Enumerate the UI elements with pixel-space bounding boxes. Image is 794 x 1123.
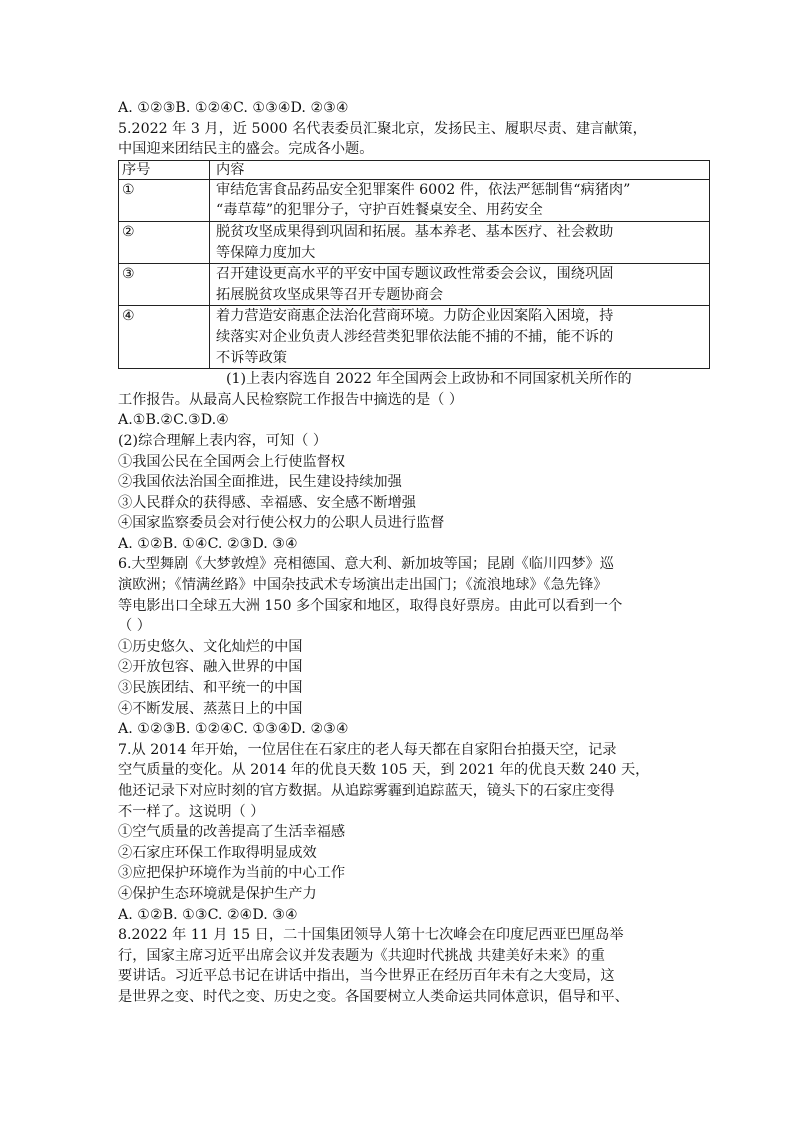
q8-stem-line: 行，国家主席习近平出席会议并发表题为《共迎时代挑战 共建美好未来》的重	[118, 947, 605, 964]
q4-options: A. ①②③B. ①②④C. ①③④D. ②③④	[118, 100, 349, 116]
q7-options: A. ①②B. ①③C. ②④D. ③④	[118, 906, 298, 923]
table-row	[119, 221, 710, 263]
row-content	[210, 306, 710, 369]
exam-page	[118, 98, 710, 1008]
q5-2-item: ④国家监察委员会对行使公权力的公职人员进行监督	[118, 515, 445, 532]
q6-item: ①历史悠久、文化灿烂的中国	[118, 638, 303, 655]
q5-2-stem: (2)综合理解上表内容，可知（ ）	[118, 432, 328, 449]
row-content-line: 召开建设更高水平的平安中国专题议政性常委会会议，围绕巩固	[216, 266, 614, 283]
q6-stem-line: 6.大型舞剧《大梦敦煌》亮相德国、意大利、新加坡等国；昆剧《临川四梦》巡	[118, 556, 614, 573]
q8-stem-line: 要讲话。习近平总书记在讲话中指出，当今世界正在经历百年未有之大变局，这	[118, 968, 615, 985]
q5-stem-line-1: 5.2022 年 3 月，近 5000 名代表委员汇聚北京，发扬民主、履职尽责、建言献策，	[118, 120, 647, 137]
q7-stem-line: 7.从 2014 年开始，一位居住在石家庄的老人每天都在自家阳台拍摄天空，记录	[118, 741, 617, 758]
q7-item: ③应把保护环境作为当前的中心工作	[118, 865, 346, 882]
row-content-line: 脱贫攻坚成果得到巩固和拓展。基本养老、基本医疗、社会救助	[216, 223, 614, 240]
row-content-line: 不诉等政策	[216, 349, 287, 366]
table-row	[119, 179, 710, 221]
q7-stem-line: 他还记录下对应时刻的官方数据。从追踪雾霾到追踪蓝天，镜头下的石家庄变得	[118, 783, 615, 799]
q5-2-item: ①我国公民在全国两会上行使监督权	[118, 453, 346, 470]
row-content	[210, 179, 710, 221]
q8-stem-line: 是世界之变、时代之变、历史之变。各国要树立人类命运共同体意识，倡导和平、	[118, 988, 629, 1005]
q7-stem-line: 不一样了。这说明（ ）	[118, 803, 265, 820]
q5-stem-line-2: 中国迎来团结民主的盛会。完成各小题。	[118, 141, 374, 158]
row-content	[210, 221, 710, 263]
row-content	[210, 264, 710, 306]
q7-item: ①空气质量的改善提高了生活幸福感	[118, 824, 346, 841]
q6-item: ④不断发展、蒸蒸日上的中国	[118, 700, 303, 717]
row-content-line: “毒草莓”的犯罪分子，守护百姓餐桌安全、用药安全	[216, 202, 543, 219]
row-content-line: 着力营造安商惠企法治化营商环境。力防企业因案陷入困境，持	[216, 308, 614, 325]
q5-1-stem-line-2: 工作报告。从最高人民检察院工作报告中摘选的是（ ）	[118, 391, 464, 408]
table-header-row	[119, 160, 710, 179]
q7-stem-line: 空气质量的变化。从 2014 年的优良天数 105 天，到 2021 年的优良天数 240 天，	[118, 762, 650, 779]
row-content-line: 拓展脱贫攻坚成果等召开专题协商会	[216, 286, 444, 303]
q6-stem-line: 演欧洲；《情满丝路》中国杂技武术专场演出走出国门；《流浪地球》《急先锋》	[118, 577, 608, 594]
row-content-line: 等保障力度加大	[216, 244, 316, 261]
table-row	[119, 264, 710, 306]
q5-1-stem-line-1: (1)上表内容选自 2022 年全国两会上政协和不同国家机关所作的	[226, 371, 632, 388]
q5-2-options: A. ①②B. ①④C. ②③D. ③④	[118, 535, 298, 552]
row-number: ③	[119, 264, 210, 306]
q7-item: ④保护生态环境就是保护生产力	[118, 885, 317, 902]
q6-stem-line: 等电影出口全球五大洲 150 多个国家和地区，取得良好票房。由此可以看到一个	[118, 597, 623, 614]
header-number: 序号	[119, 160, 210, 179]
q5-2-item: ②我国依法治国全面推进，民生建设持续加强	[118, 474, 402, 491]
report-content-table	[118, 160, 710, 369]
row-content-line: 审结危害食品药品安全犯罪案件 6002 件，依法严惩制售“病猪肉”	[216, 181, 631, 198]
row-number: ②	[119, 221, 210, 263]
row-number: ④	[119, 306, 210, 369]
q5-2-item: ③人民群众的获得感、幸福感、安全感不断增强	[118, 494, 416, 511]
row-content-line: 续落实对企业负责人涉经营类犯罪依法能不捕的不捕，能不诉的	[216, 328, 614, 345]
q5-1-options: A.①B.②C.③D.④	[118, 412, 229, 429]
q6-options: A. ①②③B. ①②④C. ①③④D. ②③④	[118, 721, 349, 738]
q6-item: ③民族团结、和平统一的中国	[118, 680, 303, 697]
q6-item: ②开放包容、融入世界的中国	[118, 659, 303, 676]
q8-stem-line: 8.2022 年 11 月 15 日，二十国集团领导人第十七次峰会在印度尼西亚巴厘岛举	[118, 927, 624, 944]
q7-item: ②石家庄环保工作取得明显成效	[118, 844, 317, 861]
q6-stem-line: （ ）	[118, 618, 151, 635]
row-number: ①	[119, 179, 210, 221]
header-content: 内容	[210, 160, 710, 179]
table-row	[119, 306, 710, 369]
